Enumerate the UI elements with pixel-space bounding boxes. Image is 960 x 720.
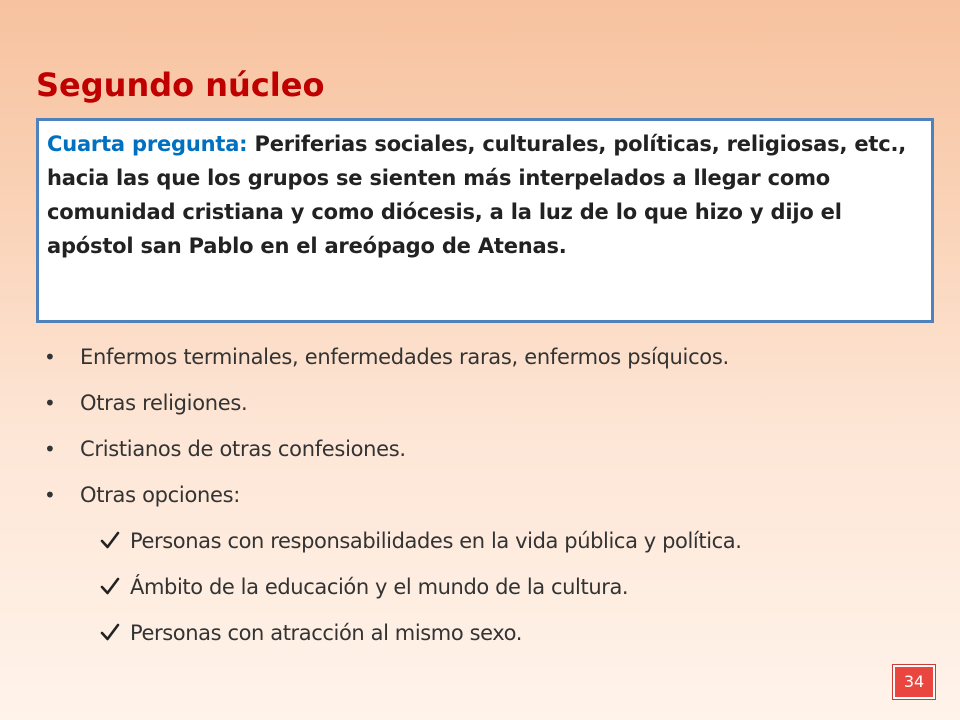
check-text: Personas con atracción al mismo sexo. [130, 621, 523, 645]
slide-title: Segundo núcleo [36, 66, 325, 104]
check-list [100, 518, 940, 656]
check-mark-icon [100, 622, 120, 642]
check-item [100, 564, 940, 610]
bullet-list [44, 334, 944, 518]
bullet-item [44, 426, 944, 472]
bullet-text: Otras religiones. [80, 391, 248, 415]
bullet-dot: • [44, 483, 56, 507]
question-label: Cuarta pregunta: [47, 132, 248, 156]
bullet-text: Otras opciones: [80, 483, 241, 507]
question-box [36, 118, 934, 323]
page-number-badge: 34 [893, 665, 935, 699]
bullet-dot: • [44, 345, 56, 369]
check-text: Personas con responsabilidades en la vida pública y política. [130, 529, 742, 553]
bullet-item [44, 472, 944, 518]
check-text: Ámbito de la educación y el mundo de la cultura. [130, 575, 629, 599]
check-mark-icon [100, 530, 120, 550]
bullet-item [44, 334, 944, 380]
bullet-item [44, 380, 944, 426]
bullet-text: Enfermos terminales, enfermedades raras, enfermos psíquicos. [80, 345, 729, 369]
bullet-text: Cristianos de otras confesiones. [80, 437, 406, 461]
bullet-dot: • [44, 437, 56, 461]
check-item [100, 518, 940, 564]
check-item [100, 610, 940, 656]
check-mark-icon [100, 576, 120, 596]
question-text: Periferias sociales, culturales, políticas, religiosas, etc., hacia las que los grupos se sienten más interpelados a llegar como comunidad cristiana y como diócesis, a la luz de lo que hizo y dijo el apóstol san Pablo en el areópago de Atenas. [47, 132, 907, 258]
bullet-dot: • [44, 391, 56, 415]
